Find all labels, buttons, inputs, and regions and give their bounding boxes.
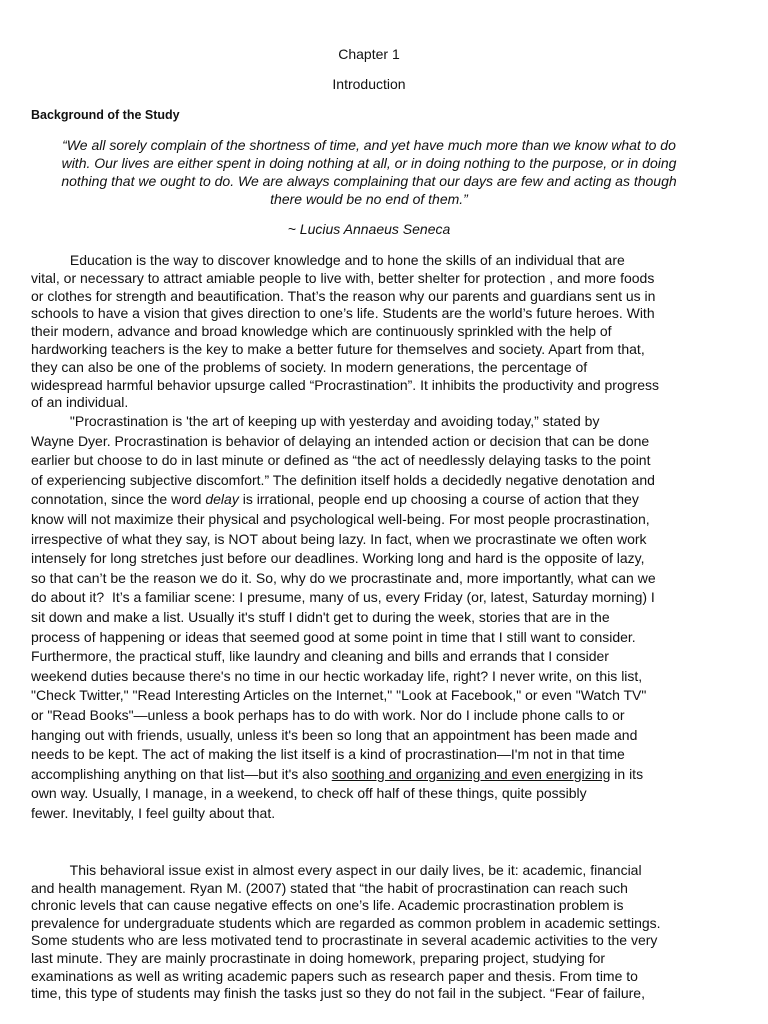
text-line: Furthermore, the practical stuff, like laundry and cleaning and bills and errands that I consider (31, 648, 609, 665)
text-line: "Procrastination is 'the art of keeping up with yesterday and avoiding today,” stated by (31, 413, 600, 429)
quote-attribution: ~ Lucius Annaeus Seneca (287, 221, 451, 237)
text-line: irrespective of what they say, is NOT about being lazy. In fact, when we procrastinate we often work (31, 530, 647, 547)
text-line: prevalence for undergraduate students which are regarded as common problem in academic settings. (31, 914, 661, 931)
text-line: of an individual. (31, 394, 129, 411)
text-line: Wayne Dyer. Procrastination is behavior of delaying an intended action or decision that can be done (31, 432, 650, 449)
text-segment: is irrational, people end up choosing a course of action that they (238, 491, 639, 508)
text-line: "Check Twitter," "Read Interesting Articles on the Internet," "Look at Facebook," or even "Watch TV" (31, 687, 647, 704)
quote-line: nothing that we ought to do. We are always complaining that our days are few and acting as though (61, 173, 677, 189)
text-line: sit down and make a list. Usually it's stuff I didn't get to during the week, stories that are in the (31, 608, 610, 625)
text-line: process of happening or ideas that seemed good at some point in time that I still want to consider. (31, 628, 636, 645)
text-line: needs to be kept. The act of making the list itself is a kind of procrastination—I'm not in that time (31, 746, 625, 763)
text-line: widespread harmful behavior upsurge called “Procrastination”. It inhibits the productivity and progress (31, 376, 659, 393)
quote-line: there would be no end of them.” (270, 191, 468, 207)
italic-word: delay (205, 491, 239, 508)
paragraph-behavioral-issue (31, 862, 751, 1003)
text-line: chronic levels that can cause negative effects on one’s life. Academic procrastination problem is (31, 897, 624, 914)
chapter-label: Chapter 1 (338, 46, 400, 62)
text-line (31, 765, 751, 785)
text-line: fewer. Inevitably, I feel guilty about that. (31, 804, 276, 821)
text-line: schools to have a vision that gives direction to one’s life. Students are the world’s future heroes. With (31, 305, 655, 322)
text-line: Education is the way to discover knowledge and to hone the skills of an individual that are (31, 252, 625, 268)
text-line: vital, or necessary to attract amiable people to live with, better shelter for protection , and more foods (31, 269, 655, 286)
quote-line: with. Our lives are either spent in doing nothing at all, or in doing nothing to the purpose, or in doing (61, 155, 677, 171)
text-line: hardworking teachers is the key to make a better future for themselves and society. Apart from that, (31, 340, 645, 357)
text-line: and health management. Ryan M. (2007) stated that “the habit of procrastination can reach such (31, 879, 628, 896)
text-line: intensely for long stretches just before our deadlines. Working long and hard is the opposite of lazy, (31, 550, 645, 567)
text-line: This behavioral issue exist in almost every aspect in our daily lives, be it: academic, financial (31, 862, 642, 878)
text-line: time, this type of students may finish the tasks just so they do not fail in the subject. “Fear of failure, (31, 985, 645, 1002)
text-segment: connotation, since the word (31, 491, 206, 508)
text-line: know will not maximize their physical and psychological well-being. For most people procrastination, (31, 510, 650, 527)
text-line: do about it? It’s a familiar scene: I presume, many of us, every Friday (or, latest, Saturday morning) I (31, 589, 655, 606)
text-line: so that can’t be the reason we do it. So, why do we procrastinate and, more importantly, what can we (31, 569, 656, 586)
text-line (31, 490, 751, 510)
text-line: they can also be one of the problems of society. In modern generations, the percentage of (31, 358, 588, 375)
text-line: examinations as well as writing academic papers such as research paper and thesis. From time to (31, 967, 638, 984)
text-line: or "Read Books"—unless a book perhaps has to do with work. Nor do I include phone calls to or (31, 706, 625, 723)
subheading: Background of the Study (31, 108, 180, 122)
text-line: or clothes for strength and beautification. That’s the reason why our parents and guardians sent us in (31, 287, 656, 304)
paragraph-education (31, 252, 751, 412)
text-segment: in its (610, 765, 644, 782)
text-line: earlier but choose to do in last minute or defined as “the act of needlessly delaying tasks to the point (31, 452, 651, 469)
text-line: hanging out with friends, usually, unless it's been so long that an appointment has been made and (31, 726, 638, 743)
text-line: own way. Usually, I manage, in a weekend, to check off half of these things, quite possibly (31, 785, 587, 802)
text-line: Some students who are less motivated tend to procrastinate in several academic activities to the very (31, 932, 658, 949)
underlined-link[interactable]: soothing and organizing and even energizing (331, 765, 611, 782)
text-line: last minute. They are mainly procrastinate in doing homework, preparing project, studying for (31, 949, 606, 966)
text-segment: accomplishing anything on that list—but it's also (31, 765, 332, 782)
epigraph-quote (34, 136, 704, 208)
text-line: weekend duties because there's no time in our hectic workaday life, right? I never write, on this list, (31, 667, 643, 684)
paragraph-procrastination (31, 412, 751, 823)
section-title: Introduction (332, 76, 406, 92)
text-line: of experiencing subjective discomfort.” The definition itself holds a decidedly negative denotation and (31, 471, 655, 488)
text-line: their modern, advance and broad knowledge which are continuously sprinkled with the help of (31, 323, 612, 340)
quote-line: “We all sorely complain of the shortness of time, and yet have much more than we know what to do (62, 137, 676, 153)
